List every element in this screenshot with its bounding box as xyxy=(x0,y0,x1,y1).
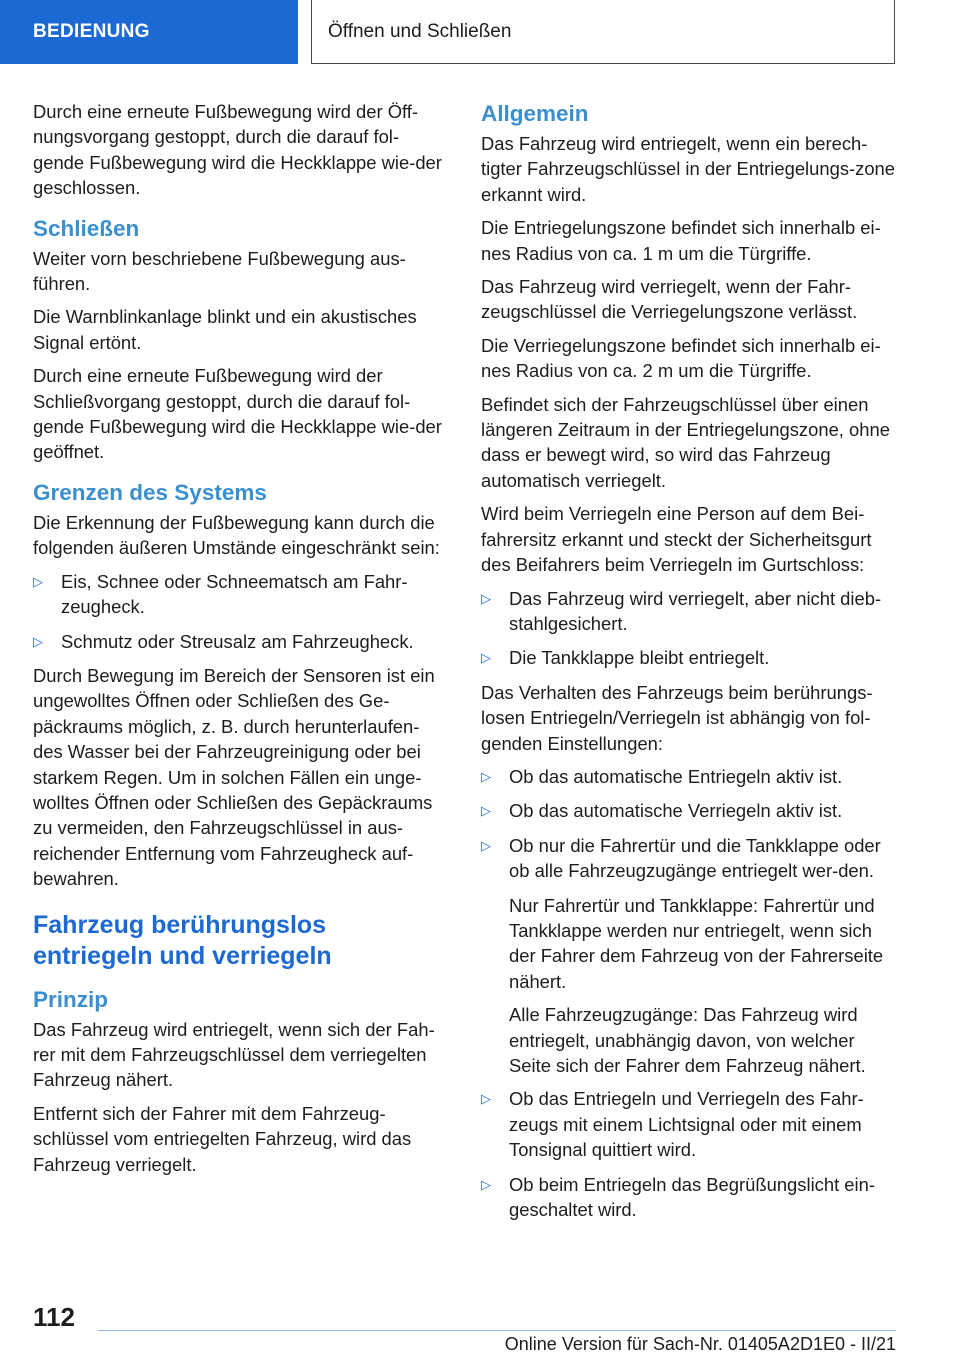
paragraph: Befindet sich der Fahrzeugschlüssel über einen längeren Zeitraum in der Entriegelungszone, ohne dass er bewegt wird, so wird das Fahrzeug automatisch verriegelt. xyxy=(481,393,890,491)
list-item xyxy=(33,569,449,620)
list-subparagraph: Nur Fahrertür und Tankklappe: Fahrertür und Tankklappe werden nur entriegelt, wenn sich der Fahrer dem Fahrzeug von der Fahrerseite nähert. xyxy=(509,894,884,992)
triangle-bullet-icon: ▷ xyxy=(481,1091,491,1107)
list-item-text: Ob beim Entriegeln das Begrüßungslicht ein‐geschaltet wird. xyxy=(509,1173,875,1221)
triangle-bullet-icon: ▷ xyxy=(33,573,43,589)
heading-grenzen: Grenzen des Systems xyxy=(33,479,267,505)
paragraph: Entfernt sich der Fahrer mit dem Fahrzeug‐schlüssel vom entriegelten Fahrzeug, wird das Fahrzeug verriegelt. xyxy=(33,1102,412,1175)
paragraph: Die Entriegelungszone befindet sich innerhalb ei‐nes Radius von ca. 1 m um die Türgriffe. xyxy=(481,217,881,264)
heading-prinzip: Prinzip xyxy=(33,986,109,1012)
triangle-bullet-icon: ▷ xyxy=(481,768,491,784)
left-column xyxy=(33,99,449,1185)
list-item xyxy=(481,833,897,884)
paragraph: Das Fahrzeug wird entriegelt, wenn sich der Fah‐rer mit dem Fahrzeugschlüssel dem verriegelten Fahrzeug nähert. xyxy=(33,1018,435,1091)
heading-allgemein: Allgemein xyxy=(481,101,589,126)
triangle-bullet-icon: ▷ xyxy=(481,803,491,819)
triangle-bullet-icon: ▷ xyxy=(481,837,491,853)
paragraph: Das Verhalten des Fahrzeugs beim berührungs‐losen Entriegeln/Verriegeln ist abhängig von fol‐genden Einstellungen: xyxy=(481,681,873,754)
list-item-text: Ob das automatische Entriegeln aktiv ist. xyxy=(509,765,843,787)
list-item xyxy=(481,1086,897,1162)
paragraph: Durch Bewegung im Bereich der Sensoren ist ein ungewolltes Öffnen oder Schließen des Ge‐päckraums möglich, z. B. durch herunterlaufen‐des Wasser bei der Fahrzeugreinigung oder bei starkem Regen. Um in solchen Fällen ein unge‐wolltes Öffnen oder Schließen des Gepäckraums zu vermeiden, den Fahrzeugschlüssel in aus‐reichender Entfernung vom Fahrzeugheck auf‐bewahren. xyxy=(33,664,435,890)
triangle-bullet-icon: ▷ xyxy=(481,590,491,606)
paragraph: Weiter vorn beschriebene Fußbewegung aus‐führen. xyxy=(33,247,406,295)
section-title: BEDIENUNG xyxy=(33,21,150,42)
paragraph: Das Fahrzeug wird entriegelt, wenn ein berech‐tigter Fahrzeugschlüssel in der Entriegelungs‐zone erkannt wird. xyxy=(481,133,896,205)
paragraph: Die Erkennung der Fußbewegung kann durch die folgenden äußeren Umstände eingeschränkt sein: xyxy=(33,511,440,559)
list-item xyxy=(481,645,897,670)
list-item xyxy=(481,764,897,789)
chapter-header xyxy=(311,0,895,64)
list-item-text: Ob nur die Fahrertür und die Tankklappe oder ob alle Fahrzeugzugänge entriegelt wer‐den. xyxy=(509,834,881,882)
list-item xyxy=(481,586,897,637)
list-item-text: Ob das Entriegeln und Verriegeln des Fahr‐zeugs mit einem Lichtsignal oder mit einem Tonsignal quittiert wird. xyxy=(509,1088,864,1161)
list-item xyxy=(481,798,897,823)
list-item-text: Schmutz oder Streusalz am Fahrzeugheck. xyxy=(61,630,414,652)
triangle-bullet-icon: ▷ xyxy=(481,1176,491,1192)
list-subparagraph: Alle Fahrzeugzugänge: Das Fahrzeug wird entriegelt, unabhängig davon, von welcher Seite sich der Fahrer dem Fahrzeug nähert. xyxy=(509,1004,866,1076)
paragraph: Das Fahrzeug wird verriegelt, wenn der Fahr‐zeugschlüssel die Verriegelungszone verlässt. xyxy=(481,276,858,323)
list-item xyxy=(33,629,449,654)
paragraph: Durch eine erneute Fußbewegung wird der Öff‐nungsvorgang gestoppt, durch die darauf fol‐gende Fußbewegung wird die Heckklappe wie‐der geschlossen. xyxy=(33,101,442,199)
list-item-text: Ob das automatische Verriegeln aktiv ist. xyxy=(509,800,843,822)
paragraph: Durch eine erneute Fußbewegung wird der Schließvorgang gestoppt, durch die darauf fol‐gende Fußbewegung wird die Heckklappe wie‐der geöffnet. xyxy=(33,365,442,463)
footer-divider xyxy=(98,1330,896,1331)
heading-schliessen: Schließen xyxy=(33,215,140,241)
list-item-text: Das Fahrzeug wird verriegelt, aber nicht dieb‐stahlgesichert. xyxy=(509,587,882,634)
paragraph: Die Warnblinkanlage blinkt und ein akustisches Signal ertönt. xyxy=(33,306,417,353)
right-column xyxy=(481,99,897,1231)
paragraph: Wird beim Verriegeln eine Person auf dem Bei‐fahrersitz erkannt und steckt der Sicherheitsgurt des Beifahrers beim Verriegeln im Gurtschloss: xyxy=(481,503,872,576)
footer-version: Online Version für Sach-Nr. 01405A2D1E0 - II/21 xyxy=(504,1334,896,1354)
triangle-bullet-icon: ▷ xyxy=(33,633,43,649)
page-number: 112 xyxy=(33,1302,75,1332)
triangle-bullet-icon: ▷ xyxy=(481,650,491,666)
section-tab xyxy=(0,0,298,64)
list-item-text: Eis, Schnee oder Schneematsch am Fahr‐zeugheck. xyxy=(61,570,408,618)
chapter-title: Öffnen und Schließen xyxy=(328,20,512,42)
list-item xyxy=(481,1172,897,1223)
heading-main: Fahrzeug berührungslos entriegeln und verriegeln xyxy=(33,910,332,970)
list-item-text: Die Tankklappe bleibt entriegelt. xyxy=(509,647,770,669)
paragraph: Die Verriegelungszone befindet sich innerhalb ei‐nes Radius von ca. 2 m um die Türgriffe. xyxy=(481,334,881,382)
